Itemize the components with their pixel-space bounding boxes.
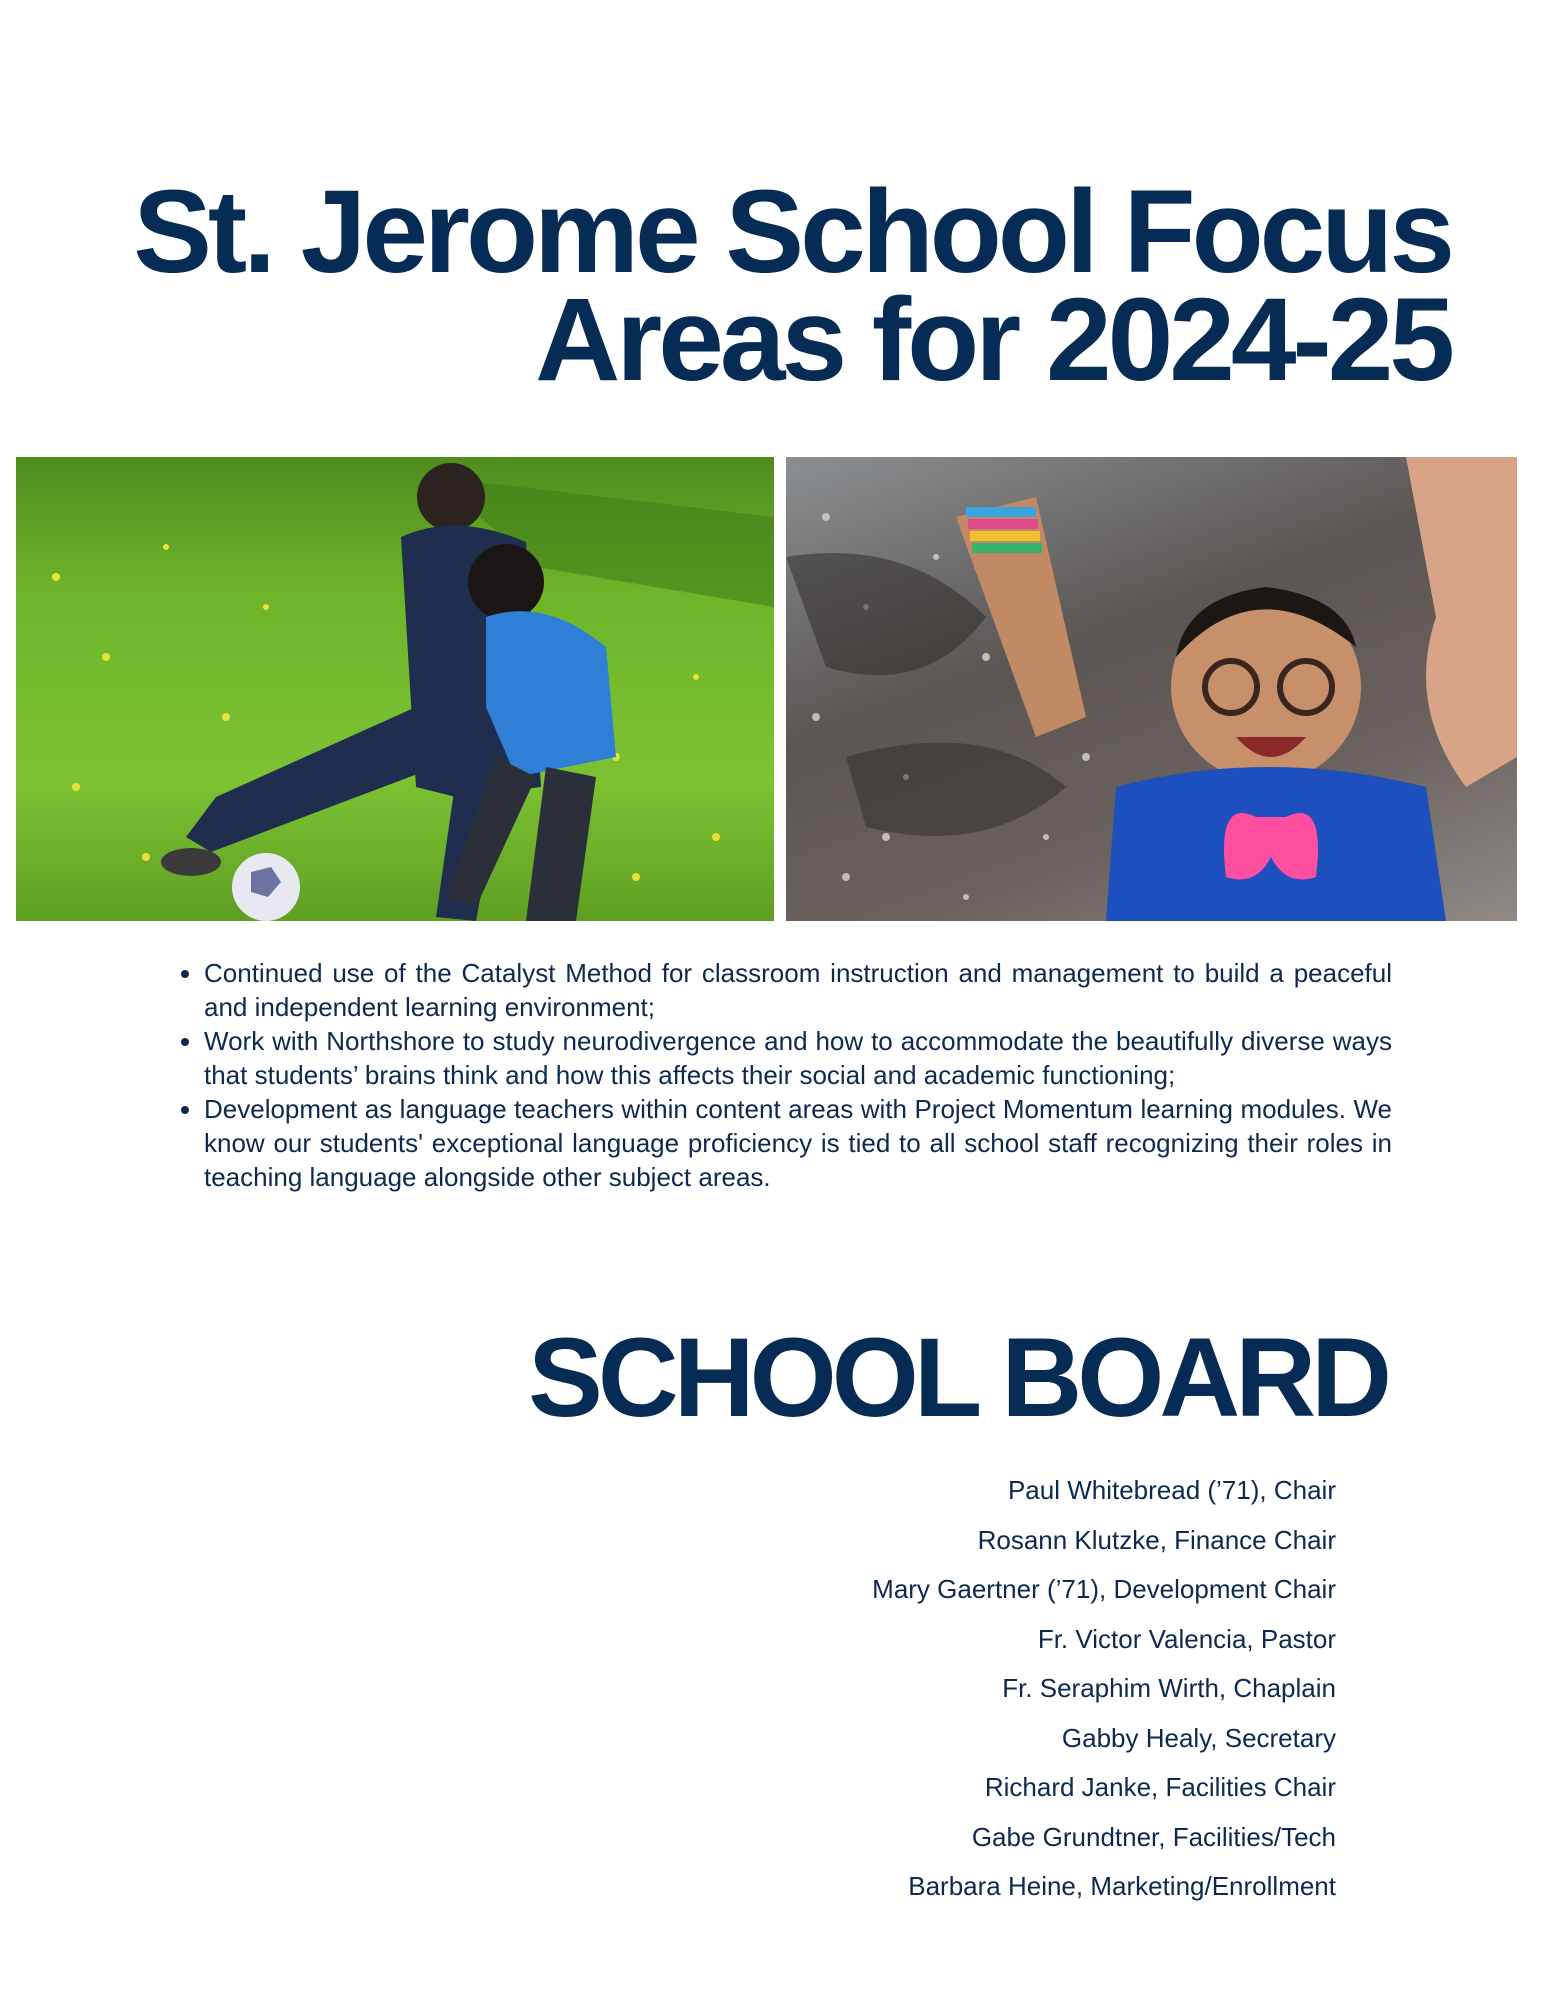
focus-area-item: • Development as language teachers within content areas with Project Momentum learning modules. We know our students' exceptional language proficiency is tied to all school staff recognizing their roles in teaching language alongside other subject areas.: [204, 1092, 1392, 1194]
page-title: [133, 166, 1451, 406]
focus-area-item: • Continued use of the Catalyst Method for classroom instruction and management to build a peaceful and independent learning environment;: [204, 956, 1392, 1024]
focus-areas-list: [164, 956, 1392, 1194]
board-member: Gabe Grundtner, Facilities/Tech: [971, 1821, 1336, 1852]
board-member: Fr. Victor Valencia, Pastor: [1037, 1623, 1336, 1654]
school-board-heading: SCHOOL BOARD: [528, 1315, 1387, 1440]
photo-smiling-student-celebrating: [786, 457, 1517, 921]
board-member: Paul Whitebread (’71), Chair: [1007, 1475, 1336, 1505]
board-member: Gabby Healy, Secretary: [1061, 1722, 1336, 1753]
title-line-2: Areas for 2024-25: [535, 274, 1451, 406]
board-member: Barbara Heine, Marketing/Enrollment: [908, 1871, 1336, 1901]
board-member: Fr. Seraphim Wirth, Chaplain: [1002, 1673, 1336, 1703]
board-member: Mary Gaertner (’71), Development Chair: [872, 1574, 1336, 1604]
board-member: Rosann Klutzke, Finance Chair: [977, 1524, 1336, 1555]
school-board-members: [872, 1466, 1336, 1912]
title-line-1: St. Jerome School Focus: [133, 166, 1451, 298]
focus-area-item: • Work with Northshore to study neurodivergence and how to accommodate the beautifully diverse ways that students’ brains think and how this affects their social and academic functioning;: [204, 1024, 1392, 1092]
board-member: Richard Janke, Facilities Chair: [984, 1772, 1336, 1802]
photo-students-playing-soccer: [16, 457, 774, 921]
